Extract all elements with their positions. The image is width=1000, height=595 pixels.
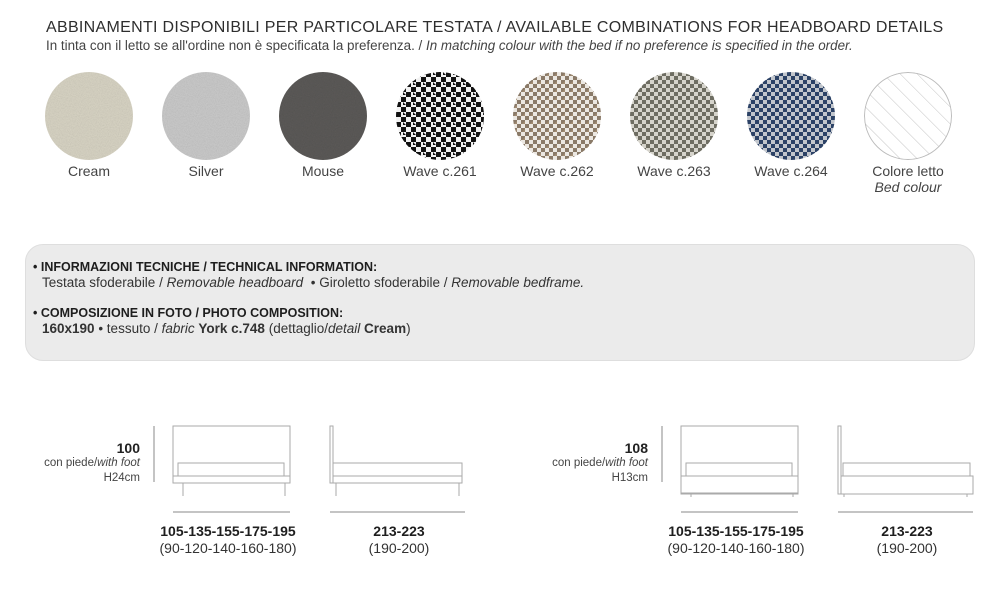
width-spec-1: 105-135-155-175-195 (90-120-140-160-180) [159, 523, 297, 556]
swatch-cream[interactable] [45, 72, 133, 160]
height-spec-1: 100 con piede/with foot H24cm [44, 440, 140, 484]
bed-drawing-2 [656, 420, 986, 515]
page-title: ABBINAMENTI DISPONIBILI PER PARTICOLARE TESTATA / AVAILABLE COMBINATIONS FOR HEADBOARD DETAILS [46, 19, 944, 36]
swatch-label-silver: Silver [188, 163, 224, 179]
swatch-label-bed-colour: Colore letto Bed colour [872, 163, 944, 195]
bed-drawing-1 [148, 420, 478, 515]
swatch-label-wave-262: Wave c.262 [520, 163, 594, 179]
tech-info-text: Testata sfoderabile / Removable headboard • Giroletto sfoderabile / Removable bedframe. [42, 275, 585, 290]
swatch-label-cream: Cream [67, 163, 110, 179]
length-spec-1: 213-223 (190-200) [368, 523, 430, 556]
swatch-wave-264[interactable] [747, 72, 835, 160]
swatch-bed-colour[interactable] [864, 72, 952, 160]
swatch-label-wave-261: Wave c.261 [403, 163, 477, 179]
photo-composition-header: • COMPOSIZIONE IN FOTO / PHOTO COMPOSITION: [33, 306, 344, 320]
swatch-mouse[interactable] [279, 72, 367, 160]
swatch-silver[interactable] [162, 72, 250, 160]
photo-composition-text: 160x190 • tessuto / fabric York c.748 (dettaglio/detail Cream) [42, 321, 411, 336]
swatch-label-mouse: Mouse [301, 163, 345, 179]
swatch-wave-263[interactable] [630, 72, 718, 160]
length-spec-2: 213-223 (190-200) [876, 523, 938, 556]
height-spec-2: 108 con piede/with foot H13cm [552, 440, 648, 484]
swatch-wave-262[interactable] [513, 72, 601, 160]
swatch-label-wave-264: Wave c.264 [754, 163, 828, 179]
swatch-wave-261[interactable] [396, 72, 484, 160]
swatch-label-wave-263: Wave c.263 [637, 163, 711, 179]
tech-info-header: • INFORMAZIONI TECNICHE / TECHNICAL INFORMATION: [33, 260, 378, 274]
width-spec-2: 105-135-155-175-195 (90-120-140-160-180) [667, 523, 805, 556]
page-subtitle: In tinta con il letto se all'ordine non è specificata la preferenza. / In matching colour with the bed if no preference is specified in the order. [46, 38, 853, 53]
